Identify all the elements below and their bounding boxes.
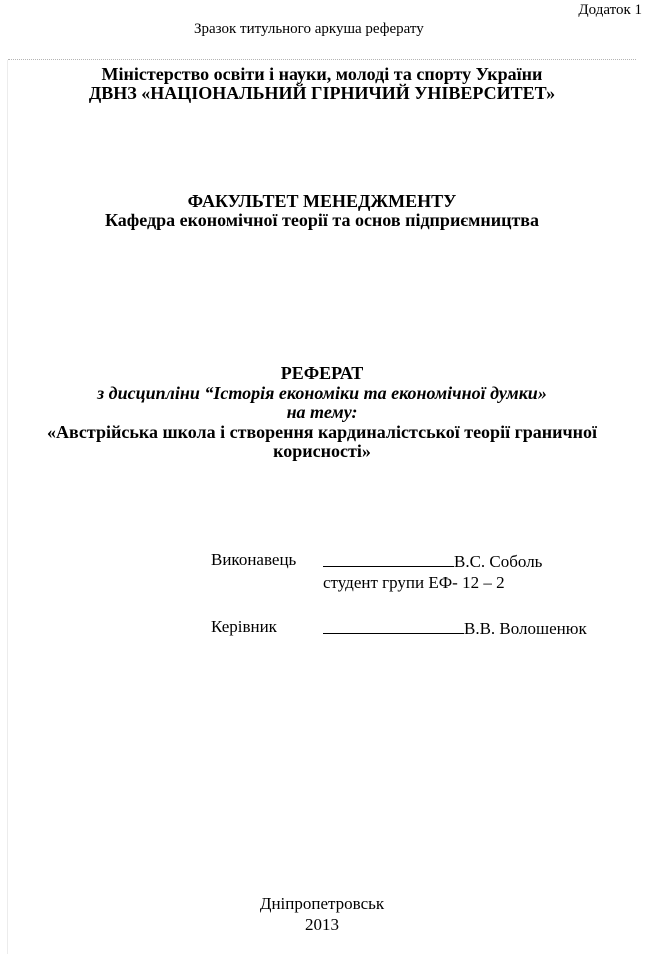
city: Дніпропетровськ [259,894,385,913]
appendix-label: Додаток 1 [578,2,642,18]
ministry-name: Міністерство освіти і науки, молоді та спорту України [101,64,543,84]
page-top-border [8,59,636,60]
faculty-name: ФАКУЛЬТЕТ МЕНЕДЖМЕНТУ [187,191,457,211]
performer-label: Виконавець [211,550,297,569]
university-name: ДВНЗ «НАЦІОНАЛЬНИЙ ГІРНИЧИЙ УНІВЕРСИТЕТ» [88,83,556,103]
supervisor-signature-line [323,617,587,639]
performer-name: В.С. Соболь [454,552,543,571]
year: 2013 [305,915,339,934]
performer-group: студент групи ЕФ- 12 – 2 [323,573,505,592]
performer-signature-line [323,550,542,572]
footer-block [8,893,636,935]
topic-label: на тему: [286,402,358,422]
faculty-block [8,192,636,230]
document-type: РЕФЕРАТ [280,363,364,383]
supervisor-label: Керівник [211,617,277,636]
institution-block [8,65,636,103]
supervisor-signature-blank [323,617,464,634]
department-name: Кафедра економічної теорії та основ підприємництва [104,210,540,230]
topic-line-2: корисності» [273,441,371,461]
supervisor-name: В.В. Волошенюк [464,619,587,638]
topic-line-1: «Австрійська школа і створення кардиналістської теорії граничної [46,421,598,442]
sample-caption: Зразок титульного аркуша реферату [194,21,424,37]
discipline-line: з дисципліни “Історія економіки та економічної думки» [97,382,547,403]
performer-signature-blank [323,550,454,567]
title-block [8,364,636,462]
